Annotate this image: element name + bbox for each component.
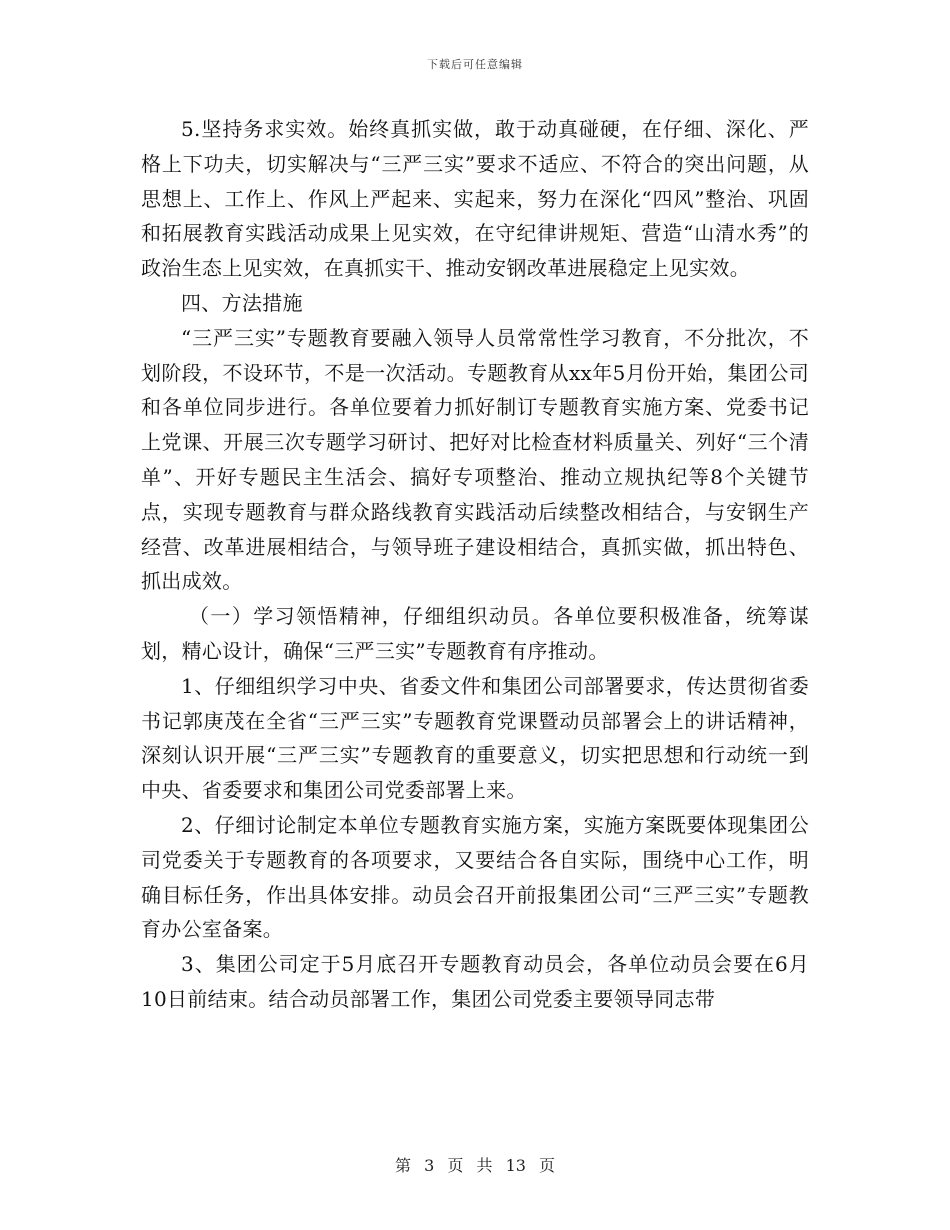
paragraph-methods-intro: “三严三实”专题教育要融入领导人员常常性学习教育，不分批次，不划阶段，不设环节，不是一次活动。专题教育从xx年5月份开始，集团公司和各单位同步进行。各单位要着力抓好制订专题教育实施方案、党委书记上党课、开展三次专题学习研讨、把好对比检查材料质量关、列好“三个清单”、开好专题民主生活会、搞好专项整治、推动立规执纪等8个关键节点，实现专题教育与群众路线教育实践活动后续整改相结合，与安钢生产经营、改革进展相结合，与领导班子建设相结合，真抓实做，抓出特色、抓出成效。 [141, 325, 809, 594]
page-label-prefix: 第 [394, 1156, 411, 1175]
page-label-mid: 页 [447, 1156, 464, 1175]
total-pages-number: 13 [505, 1156, 526, 1175]
page-footer [0, 1153, 950, 1176]
paragraph-principle-5: 5.坚持务求实效。始终真抓实做，敢于动真碰硬，在仔细、深化、严格上下功夫，切实解决与“三严三实”要求不适应、不符合的突出问题，从思想上、工作上、作风上严起来、实起来，努力在深化“四风”整治、巩固和拓展教育实践活动成果上见实效，在守纪律讲规矩、营造“山清水秀”的政治生态上见实效，在真抓实干、推动安钢改革进展稳定上见实效。 [141, 117, 809, 281]
section-heading-methods: 四、方法措施 [181, 290, 303, 315]
paragraph-item-2: 2、仔细讨论制定本单位专题教育实施方案，实施方案既要体现集团公司党委关于专题教育的各项要求，又要结合各自实际，围绕中心工作，明确目标任务，作出具体安排。动员会召开前报集团公司“三严三实”专题教育办公室备案。 [141, 812, 809, 942]
paragraph-item-3: 3、集团公司定于5月底召开专题教育动员会，各单位动员会要在6月10日前结束。结合动员部署工作，集团公司党委主要领导同志带 [141, 952, 809, 1011]
subsection-heading-study: （一）学习领悟精神，仔细组织动员。各单位要积极准备，统筹谋划，精心设计，确保“三严三实”专题教育有序推动。 [141, 604, 809, 663]
page-header-note: 下载后可任意编辑 [427, 58, 523, 71]
total-label: 共 [476, 1156, 493, 1175]
paragraph-item-1: 1、仔细组织学习中央、省委文件和集团公司部署要求，传达贯彻省委书记郭庚茂在全省“三严三实”专题教育党课暨动员部署会上的讲话精神，深刻认识开展“三严三实”专题教育的重要意义，切实把思想和行动统一到中央、省委要求和集团公司党委部署上来。 [141, 673, 809, 803]
document-body [141, 112, 809, 1017]
page-label-suffix: 页 [539, 1156, 556, 1175]
current-page-number: 3 [424, 1156, 435, 1175]
